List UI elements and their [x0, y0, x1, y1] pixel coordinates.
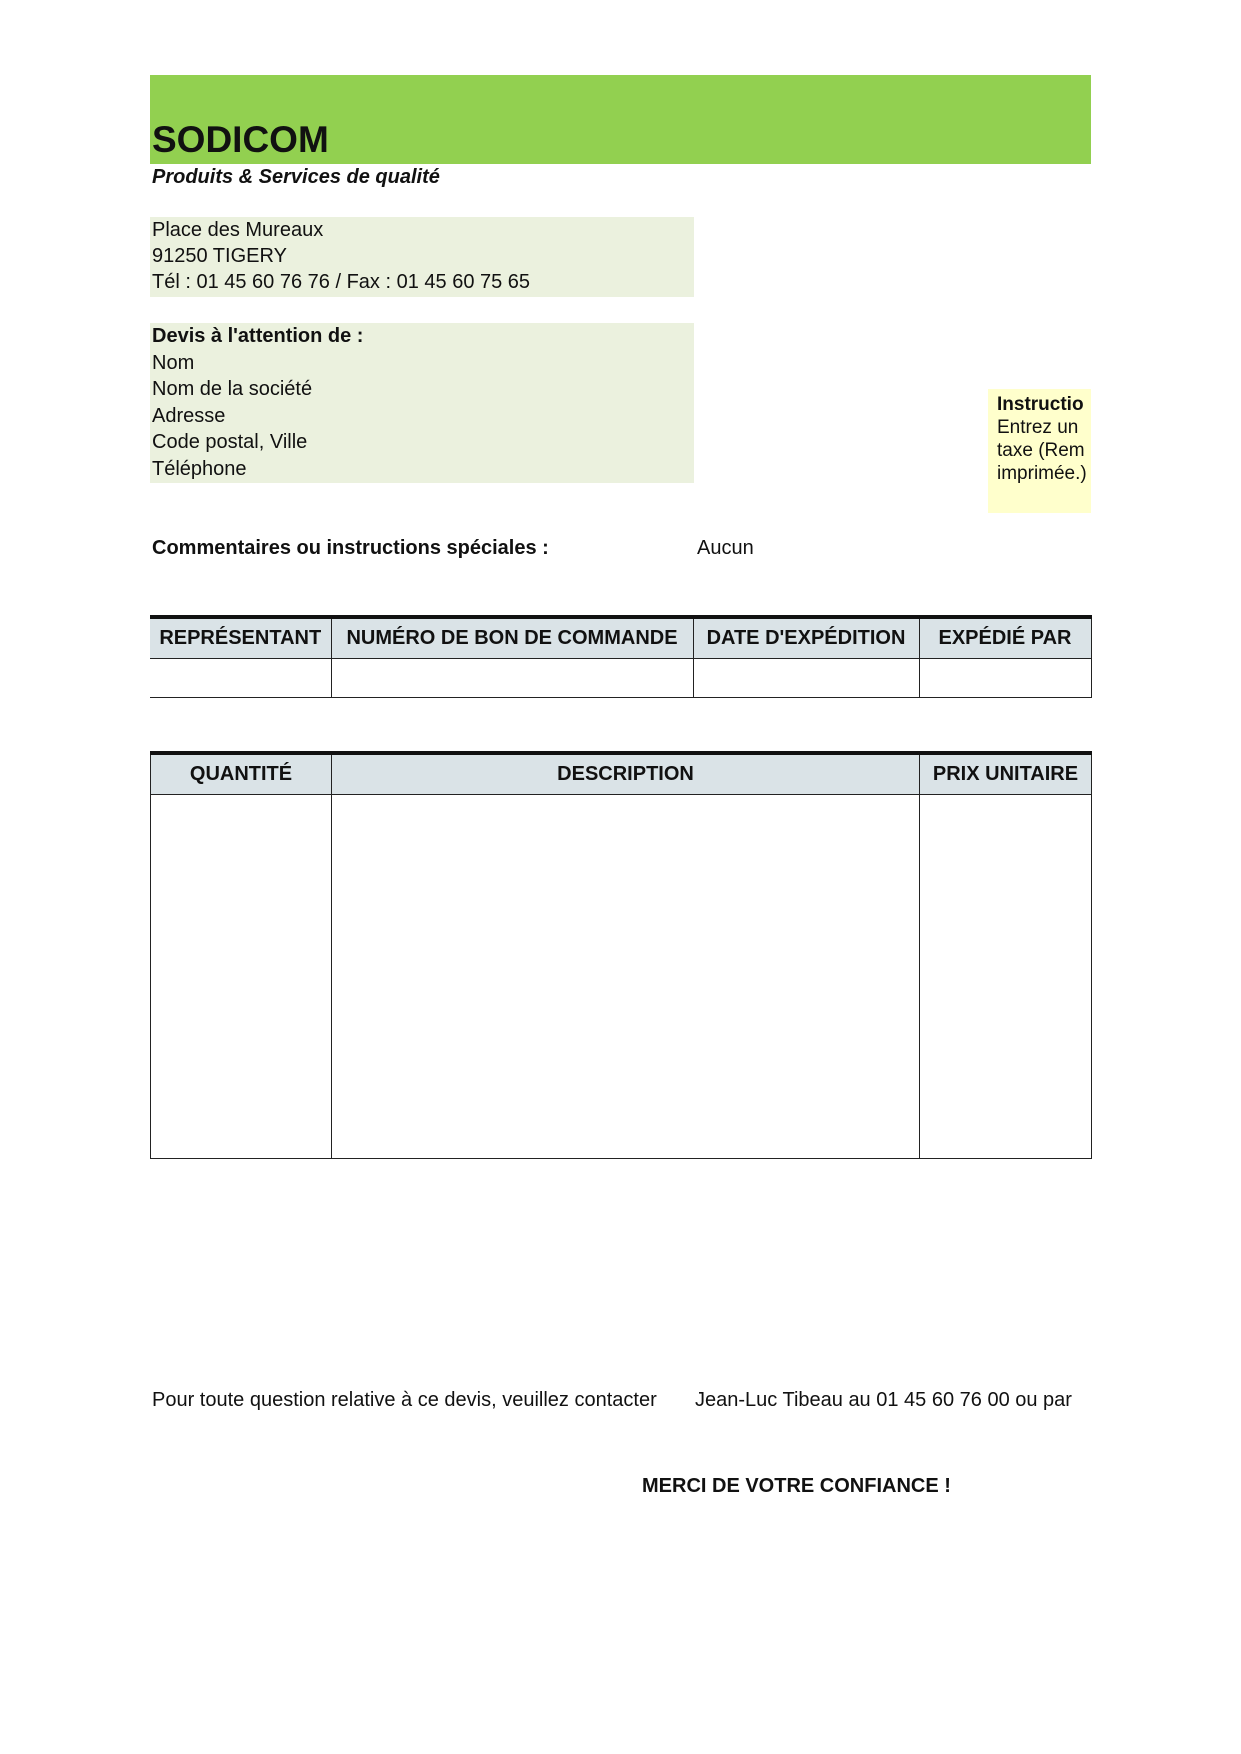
ship-date-cell[interactable]: [693, 659, 919, 698]
quantity-cell[interactable]: [151, 795, 332, 1159]
instructions-line-1: Entrez un: [997, 417, 1079, 438]
address-city: 91250 TIGERY: [152, 245, 287, 267]
instructions-line-3: imprimée.): [997, 463, 1087, 484]
recipient-heading: Devis à l'attention de :: [152, 325, 364, 347]
address-phone-fax: Tél : 01 45 60 76 76 / Fax : 01 45 60 75 65: [152, 271, 531, 293]
shipping-data-row: [150, 659, 1091, 698]
instructions-line-2: taxe (Rem: [997, 440, 1085, 461]
representative-cell[interactable]: [150, 659, 331, 698]
recipient-name[interactable]: Nom: [152, 351, 195, 374]
shipping-table: [150, 615, 1092, 698]
instructions-title: Instructio: [997, 394, 1084, 415]
company-tagline: Produits & Services de qualité: [152, 166, 440, 188]
recipient-address[interactable]: Adresse: [152, 404, 226, 427]
header-representative: REPRÉSENTANT: [150, 617, 331, 659]
comments-value[interactable]: Aucun: [697, 537, 754, 559]
contact-line: [152, 1387, 1091, 1413]
thank-you-message: MERCI DE VOTRE CONFIANCE !: [642, 1475, 951, 1497]
unit-price-cell[interactable]: [920, 795, 1092, 1159]
items-body-row: [151, 795, 1092, 1159]
description-cell[interactable]: [332, 795, 920, 1159]
comments-label: Commentaires ou instructions spéciales :: [152, 537, 549, 559]
recipient-phone[interactable]: Téléphone: [152, 457, 247, 480]
header-unit-price: PRIX UNITAIRE: [920, 753, 1092, 795]
items-header-row: [151, 753, 1092, 795]
shipped-by-cell[interactable]: [919, 659, 1091, 698]
company-name: SODICOM: [152, 119, 329, 160]
header-ship-date: DATE D'EXPÉDITION: [693, 617, 919, 659]
company-address-block: [150, 217, 694, 297]
recipient-block: [150, 323, 694, 483]
contact-person: Jean-Luc Tibeau au 01 45 60 76 00 ou par: [695, 1389, 1072, 1411]
recipient-postal-city[interactable]: Code postal, Ville: [152, 431, 308, 453]
contact-prefix: Pour toute question relative à ce devis, veuillez contacter: [152, 1389, 657, 1411]
address-street: Place des Mureaux: [152, 219, 324, 241]
items-table: [150, 751, 1092, 1159]
header-order-number: NUMÉRO DE BON DE COMMANDE: [331, 617, 693, 659]
recipient-company[interactable]: Nom de la société: [152, 378, 313, 400]
instructions-note: [988, 389, 1091, 513]
order-number-cell[interactable]: [331, 659, 693, 698]
header-shipped-by: EXPÉDIÉ PAR: [919, 617, 1091, 659]
header-quantity: QUANTITÉ: [151, 753, 332, 795]
shipping-header-row: [150, 617, 1091, 659]
header-description: DESCRIPTION: [332, 753, 920, 795]
